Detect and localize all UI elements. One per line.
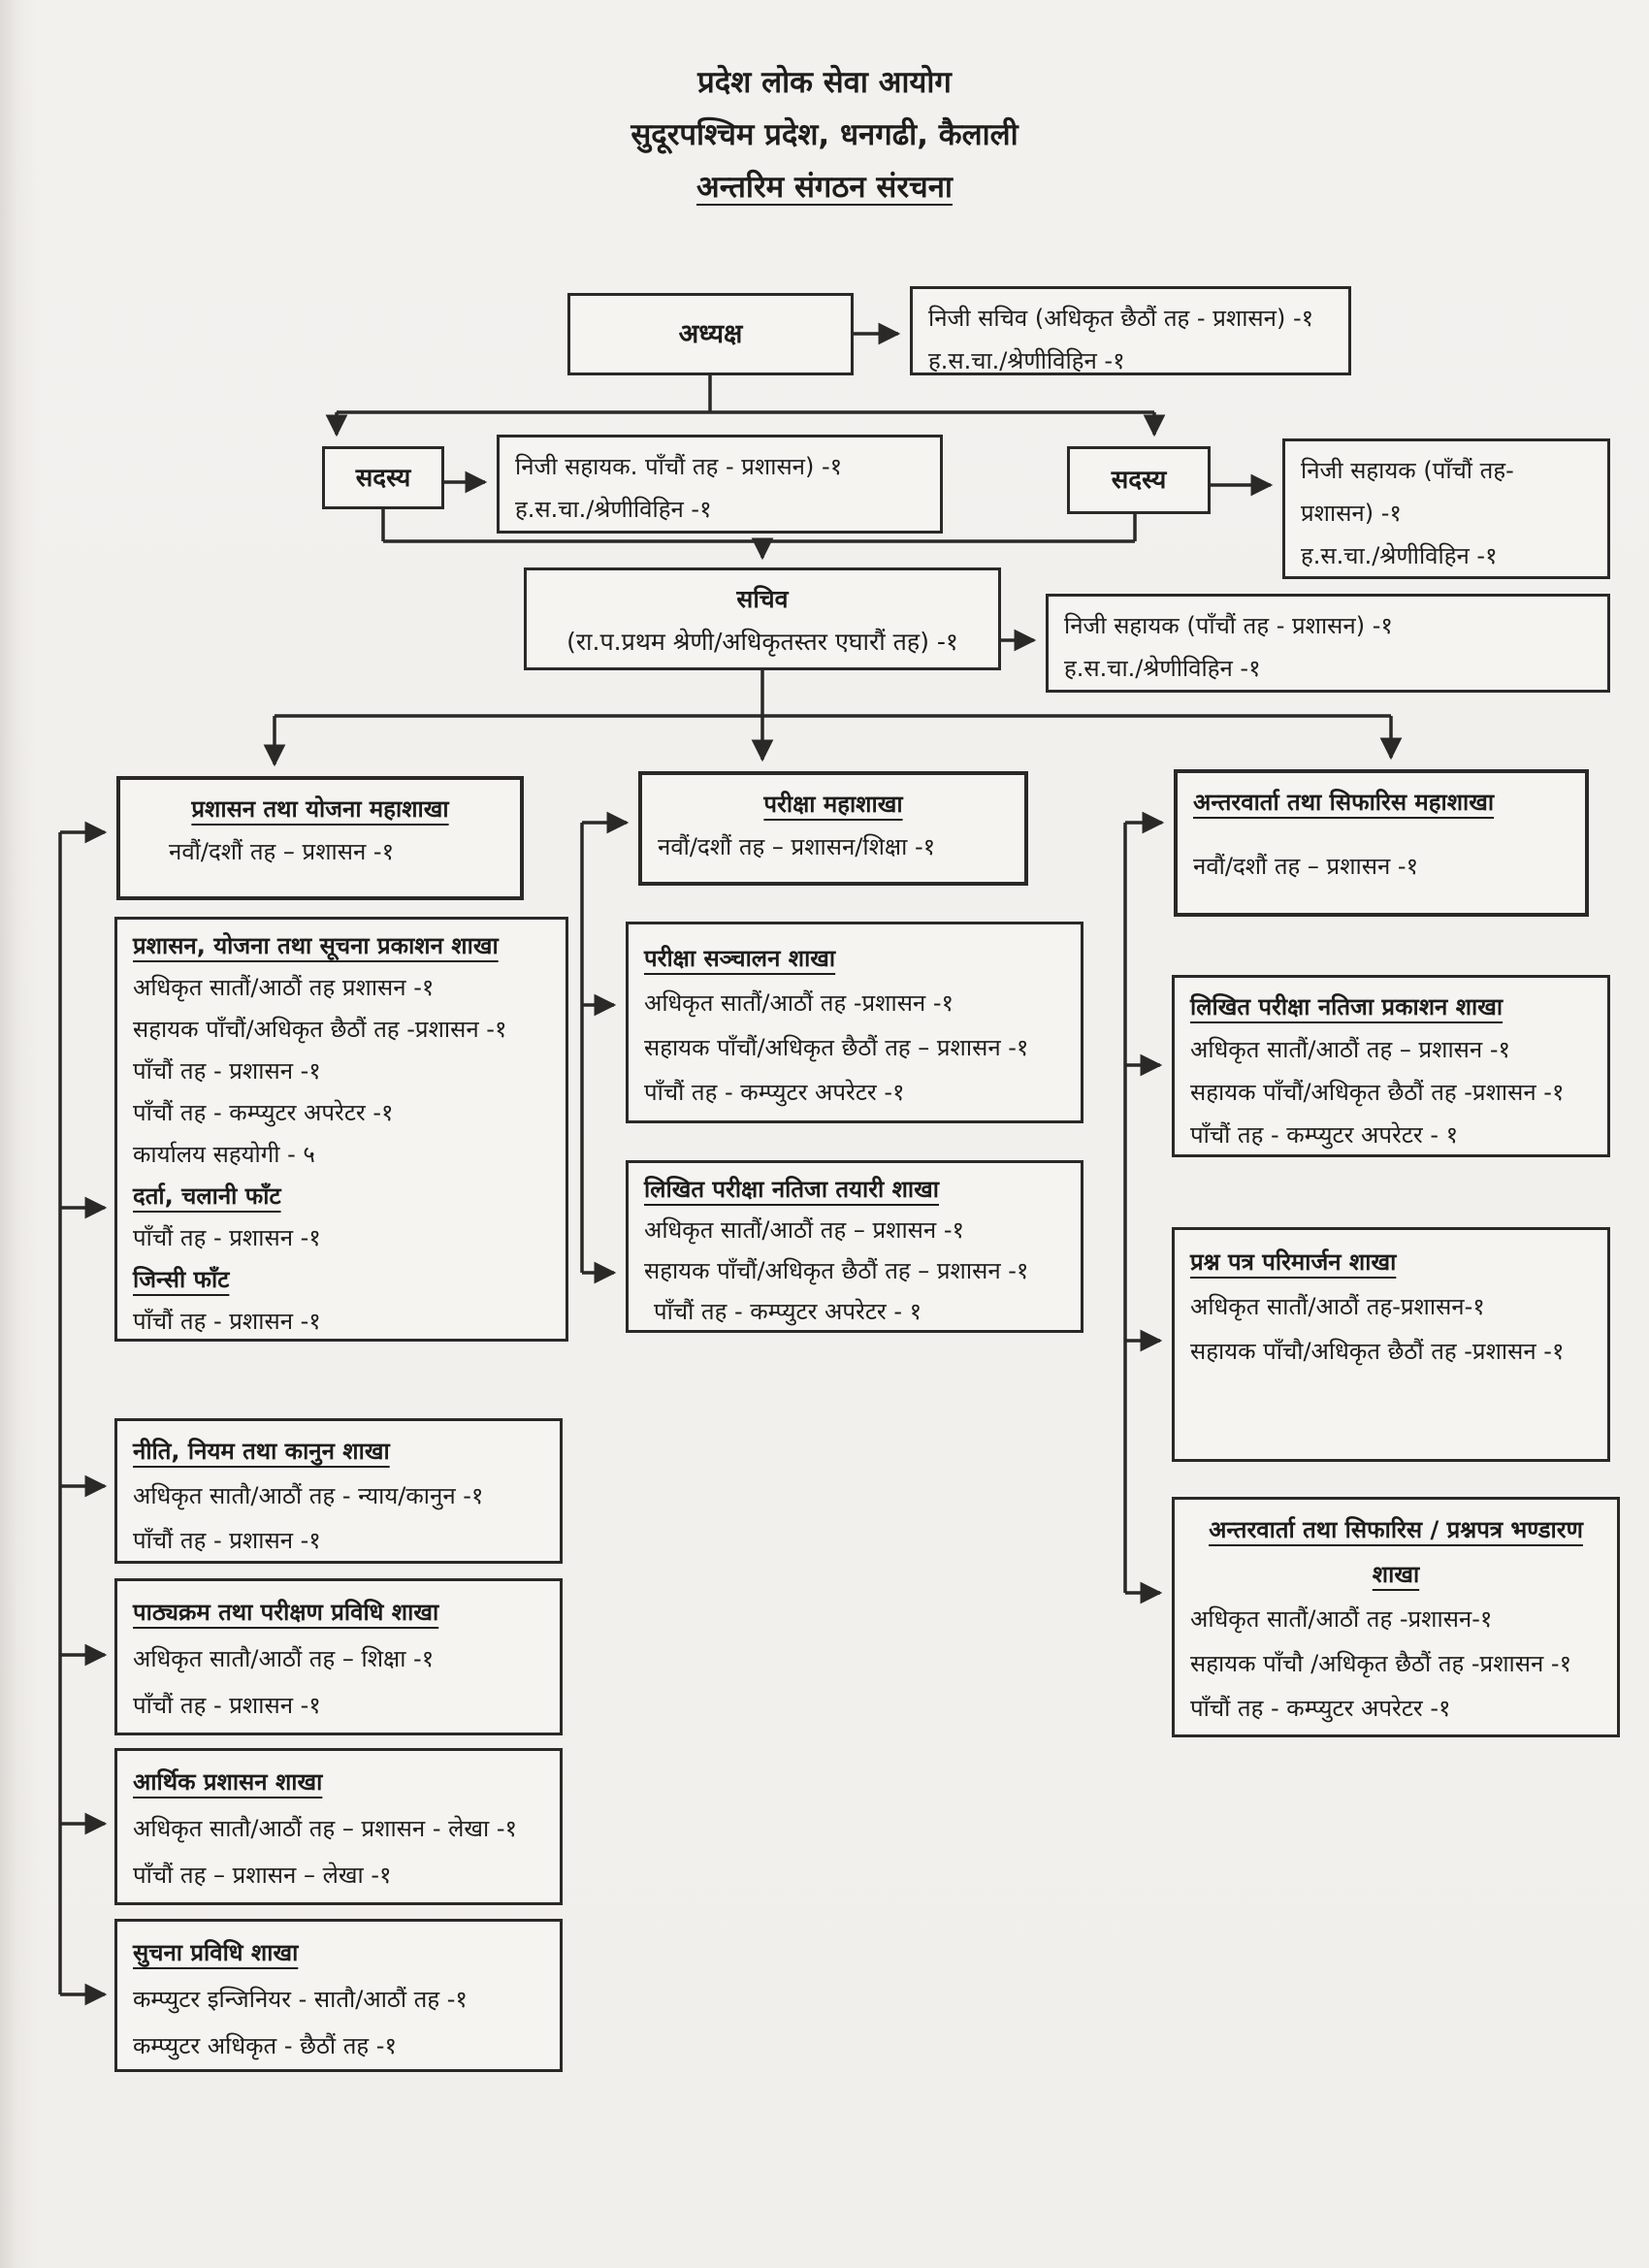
branch-line: सहायक पाँचौं/अधिकृत छैठौं तह – प्रशासन -१: [644, 1257, 1029, 1284]
branch-line: अधिकृत सातौं/आठौं तह -प्रशासन -१: [644, 989, 954, 1017]
title-line-2: सुदूरपश्चिम प्रदेश, धनगढी, कैलाली: [630, 117, 1018, 152]
page-title: [0, 56, 1649, 213]
branch-line: सहायक पाँचौं/अधिकृत छैठौं तह – प्रशासन -१: [644, 1034, 1029, 1061]
branch-line: अधिकृत सातौं/आठौं तह – प्रशासन -१: [1190, 1036, 1510, 1063]
assistant-line: निजी सहायक. पाँचौं तह - प्रशासन) -१: [515, 453, 843, 480]
branch-title: परीक्षा सञ्चालन शाखा: [644, 945, 836, 972]
branch-title: आर्थिक प्रशासन शाखा: [133, 1768, 323, 1796]
branch-line: पाँचौं तह - कम्प्युटर अपरेटर - १: [1190, 1121, 1459, 1149]
box-branch-interview-storage: [1172, 1497, 1620, 1737]
box-branch-it: [114, 1919, 563, 2072]
assistant-line: ह.स.चा./श्रेणीविहिन -१: [1301, 542, 1498, 569]
branch-line: अधिकृत सातौ/आठौं तह – प्रशासन - लेखा -१: [133, 1815, 518, 1842]
branch-title: अन्तरवार्ता तथा सिफारिस / प्रश्नपत्र भण्डारण: [1209, 1516, 1583, 1543]
box-branch-admin-info: [114, 917, 568, 1342]
box-secretary-assistant: [1046, 594, 1610, 693]
secretary-line: (रा.प.प्रथम श्रेणी/अधिकृतस्तर एघारौं तह) -१: [566, 628, 958, 656]
division-line: नवौं/दशौं तह – प्रशासन -१: [169, 838, 395, 865]
assistant-line: निजी सहायक (पाँचौं तह-: [1301, 457, 1514, 484]
branch-title: शाखा: [1372, 1561, 1420, 1588]
branch-line: अधिकृत सातौं/आठौं तह प्रशासन -१: [133, 974, 435, 1001]
branch-subtitle: दर्ता, चलानी फाँट: [133, 1183, 281, 1210]
box-division-admin-planning: [116, 776, 524, 900]
branch-line: पाँचौं तह - प्रशासन -१: [133, 1224, 321, 1251]
branch-line: कम्प्युटर अधिकृत - छैठौं तह -१: [133, 2032, 397, 2059]
branch-title: प्रश्न पत्र परिमार्जन शाखा: [1190, 1248, 1397, 1276]
private-secretary-line: निजी सचिव (अधिकृत छैठौं तह - प्रशासन) -१: [928, 305, 1314, 332]
division-title: अन्तरवार्ता तथा सिफारिस महाशाखा: [1193, 789, 1495, 816]
branch-line: पाँचौं तह - प्रशासन -१: [133, 1692, 321, 1719]
branch-line: सहायक पाँचौं/अधिकृत छैठौं तह -प्रशासन -१: [133, 1016, 507, 1043]
branch-line: अधिकृत सातौं/आठौं तह – प्रशासन -१: [644, 1216, 964, 1244]
branch-line: पाँचौं तह - कम्प्युटर अपरेटर -१: [644, 1079, 905, 1106]
branch-title: पाठ्यक्रम तथा परीक्षण प्रविधि शाखा: [133, 1599, 439, 1626]
box-member-right: [1067, 446, 1211, 514]
branch-line: कम्प्युटर इन्जिनियर - सातौ/आठौं तह -१: [133, 1986, 468, 2013]
division-title: प्रशासन तथा योजना महाशाखा: [191, 795, 449, 823]
secretary-title: सचिव: [736, 585, 789, 613]
division-title: परीक्षा महाशाखा: [763, 791, 903, 818]
member-right-label: सदस्य: [1111, 466, 1167, 495]
box-private-secretary: [910, 286, 1351, 375]
box-branch-policy-law: [114, 1418, 563, 1564]
branch-line: सहायक पाँचौ /अधिकृत छैठौं तह -प्रशासन -१: [1190, 1650, 1572, 1677]
branch-line: अधिकृत सातौं/आठौं तह-प्रशासन-१: [1190, 1293, 1485, 1320]
branch-line: पाँचौं तह - प्रशासन -१: [133, 1527, 321, 1554]
branch-line: पाँचौं तह - प्रशासन -१: [133, 1057, 321, 1085]
box-member-left: [322, 446, 444, 509]
branch-line: अधिकृत सातौ/आठौं तह - न्याय/कानुन -१: [133, 1482, 484, 1509]
box-member-right-assistant: [1282, 438, 1610, 579]
box-branch-exam-conduct: [626, 922, 1083, 1123]
box-branch-question-revision: [1172, 1227, 1610, 1462]
branch-title: प्रशासन, योजना तथा सूचना प्रकाशन शाखा: [133, 932, 499, 959]
box-branch-finance: [114, 1748, 563, 1905]
branch-title: सुचना प्रविधि शाखा: [133, 1939, 299, 1966]
box-branch-curriculum: [114, 1578, 563, 1735]
branch-line: पाँचौं तह - प्रशासन -१: [133, 1308, 321, 1335]
branch-line: अधिकृत सातौ/आठौं तह – शिक्षा -१: [133, 1645, 435, 1672]
branch-title: लिखित परीक्षा नतिजा प्रकाशन शाखा: [1190, 993, 1504, 1021]
box-division-exam: [638, 771, 1028, 886]
box-secretary: [524, 567, 1001, 670]
branch-line: सहायक पाँचौं/अधिकृत छैठौं तह -प्रशासन -१: [1190, 1079, 1565, 1106]
title-line-1: प्रदेश लोक सेवा आयोग: [697, 65, 952, 100]
assistant-line: ह.स.चा./श्रेणीविहिन -१: [1064, 655, 1261, 682]
box-branch-result-preparation: [626, 1160, 1083, 1333]
member-left-label: सदस्य: [355, 463, 411, 493]
branch-line: अधिकृत सातौं/आठौं तह -प्रशासन-१: [1190, 1605, 1493, 1633]
branch-line: पाँचौं तह - कम्प्युटर अपरेटर -१: [133, 1099, 394, 1126]
division-line: नवौं/दशौं तह – प्रशासन -१: [1193, 853, 1419, 880]
branch-line: सहायक पाँचौ/अधिकृत छैठौं तह -प्रशासन -१: [1190, 1338, 1565, 1365]
box-chairperson: [567, 293, 854, 375]
branch-line: कार्यालय सहयोगी - ५: [133, 1141, 315, 1168]
branch-subtitle: जिन्सी फाँट: [133, 1266, 230, 1293]
private-secretary-line: ह.स.चा./श्रेणीविहिन -१: [928, 347, 1125, 374]
branch-title: नीति, नियम तथा कानुन शाखा: [133, 1438, 390, 1465]
box-division-interview: [1174, 769, 1589, 917]
assistant-line: निजी सहायक (पाँचौं तह - प्रशासन) -१: [1064, 612, 1393, 639]
branch-line: पाँचौं तह - कम्प्युटर अपरेटर -१: [1190, 1695, 1451, 1722]
branch-line: पाँचौं तह - कम्प्युटर अपरेटर - १: [654, 1298, 922, 1325]
chairperson-label: अध्यक्ष: [678, 318, 743, 349]
division-line: नवौं/दशौं तह – प्रशासन/शिक्षा -१: [658, 833, 936, 860]
title-line-3: अन्तरिम संगठन संरचना: [696, 170, 953, 205]
branch-title: लिखित परीक्षा नतिजा तयारी शाखा: [644, 1176, 939, 1203]
assistant-line: प्रशासन) -१: [1301, 500, 1402, 527]
branch-line: पाँचौं तह – प्रशासन – लेखा -१: [133, 1862, 392, 1889]
assistant-line: ह.स.चा./श्रेणीविहिन -१: [515, 496, 712, 523]
box-branch-result-publication: [1172, 975, 1610, 1157]
box-member-left-assistant: [497, 435, 943, 534]
